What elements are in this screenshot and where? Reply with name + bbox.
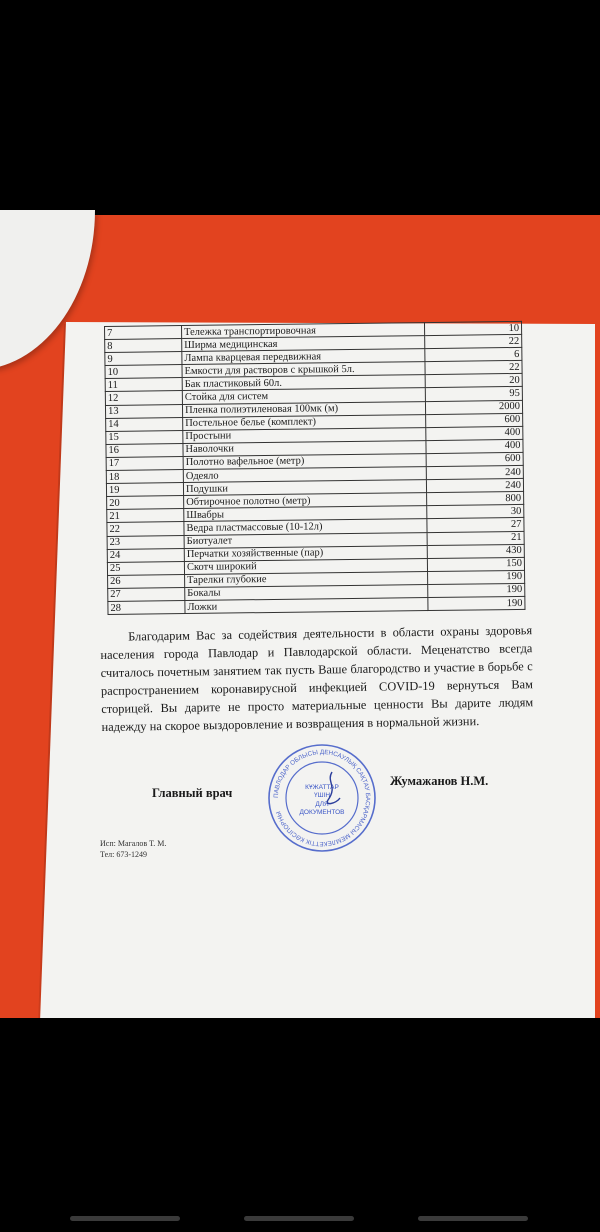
position-title: Главный врач xyxy=(152,786,233,800)
item-quantity: 600 xyxy=(426,452,523,466)
row-number: 23 xyxy=(107,535,184,549)
executor-phone: Тел: 673-1249 xyxy=(100,850,148,859)
item-name: Пленка полиэтиленовая 100мк (м) xyxy=(182,401,425,417)
stamp-ring-text: ПАВЛОДАР ОБЛЫСЫ ДЕНСАУЛЫҚ САҚТАУ БАСҚАРМАСЫ МЕМЛЕКЕТТІК КӘСІПОРНЫ xyxy=(272,748,372,848)
row-number: 12 xyxy=(105,391,182,405)
row-number: 18 xyxy=(106,470,183,484)
story-progress-segment xyxy=(70,1216,180,1221)
item-name: Постельное белье (комплект) xyxy=(183,414,426,430)
row-number: 26 xyxy=(108,574,185,588)
item-quantity: 400 xyxy=(426,439,523,453)
item-name: Тарелки глубокие xyxy=(185,571,428,587)
row-number: 7 xyxy=(105,326,182,340)
item-quantity: 20 xyxy=(425,374,522,388)
item-name: Подушки xyxy=(183,480,426,496)
item-quantity: 22 xyxy=(425,334,522,348)
item-name: Биотуалет xyxy=(184,532,427,548)
row-number: 22 xyxy=(107,522,184,536)
story-progress-segment xyxy=(244,1216,354,1221)
item-quantity: 30 xyxy=(427,505,524,519)
item-name: Ложки xyxy=(185,598,428,614)
item-name: Простыни xyxy=(183,427,426,443)
row-number: 19 xyxy=(106,483,183,497)
row-number: 17 xyxy=(106,456,183,470)
item-name: Наволочки xyxy=(183,440,426,456)
row-number: 28 xyxy=(108,601,185,615)
items-table-wrapper xyxy=(104,321,528,615)
top-black-area xyxy=(0,0,600,215)
doctor-name: Жумажанов Н.М. xyxy=(390,774,489,788)
executor-name: Исп: Магалов Т. М. xyxy=(100,839,167,848)
item-quantity: 6 xyxy=(425,348,522,362)
official-stamp xyxy=(266,742,378,854)
item-quantity: 21 xyxy=(427,531,524,545)
stamp-center-line2: ҮШІН xyxy=(313,792,331,799)
stamp-center-line3: ДЛЯ xyxy=(315,801,329,808)
item-name: Ведра пластмассовые (10-12л) xyxy=(184,519,427,535)
row-number: 21 xyxy=(107,509,184,523)
row-number: 25 xyxy=(107,561,184,575)
row-number: 16 xyxy=(106,443,183,457)
item-name: Стойка для систем xyxy=(182,388,425,404)
item-name: Полотно вафельное (метр) xyxy=(183,454,426,470)
item-quantity: 27 xyxy=(427,518,524,532)
items-table-body xyxy=(105,321,525,614)
row-number: 8 xyxy=(105,339,182,353)
item-quantity: 240 xyxy=(426,479,523,493)
item-quantity: 600 xyxy=(426,413,523,427)
row-number: 13 xyxy=(105,404,182,418)
items-table xyxy=(104,321,526,615)
item-quantity: 400 xyxy=(426,426,523,440)
row-number: 24 xyxy=(107,548,184,562)
stamp-center-line1: КҰЖАТТАР xyxy=(305,784,339,791)
row-number: 9 xyxy=(105,352,182,366)
item-quantity: 2000 xyxy=(425,400,522,414)
item-quantity: 430 xyxy=(427,544,524,558)
bottom-black-area xyxy=(0,1018,600,1232)
item-name: Тележка транспортировочная xyxy=(182,323,425,339)
item-quantity: 190 xyxy=(428,583,525,597)
story-progress-segment xyxy=(418,1216,528,1221)
item-quantity: 240 xyxy=(426,465,523,479)
item-quantity: 190 xyxy=(428,596,525,610)
item-name: Скотч широкий xyxy=(184,558,427,574)
item-name: Емкости для растворов с крышкой 5л. xyxy=(182,362,425,378)
item-quantity: 800 xyxy=(427,492,524,506)
row-number: 27 xyxy=(108,587,185,601)
item-name: Бокалы xyxy=(185,584,428,600)
item-name: Обтирочное полотно (метр) xyxy=(184,493,427,509)
row-number: 20 xyxy=(107,496,184,510)
item-quantity: 150 xyxy=(427,557,524,571)
item-quantity: 95 xyxy=(425,387,522,401)
item-name: Перчатки хозяйственные (пар) xyxy=(184,545,427,561)
item-name: Швабры xyxy=(184,506,427,522)
item-quantity: 190 xyxy=(428,570,525,584)
item-quantity: 10 xyxy=(424,321,521,335)
letter-paragraph: Благодарим Вас за содействия деятельности в области охраны здоровья населения города Павлодар и Павлодарской области. Меценатство всегда считалось почетным занятием так пусть Ваше благородство и участие в борьбе с распространением коронавирусной инфекцией COVID-19 вернуться Вам сторицей. Вы дарите не просто материальные ценности Вы дарите людям надежду на скорое выздоровление и возвращения в нормальной жизни. xyxy=(100,623,534,734)
row-number: 11 xyxy=(105,378,182,392)
row-number: 14 xyxy=(106,417,183,431)
item-name: Ширма медицинская xyxy=(182,336,425,352)
item-name: Бак пластиковый 60л. xyxy=(182,375,425,391)
row-number: 10 xyxy=(105,365,182,379)
stamp-center-line4: ДОКУМЕНТОВ xyxy=(299,809,345,816)
item-quantity: 22 xyxy=(425,361,522,375)
executor-info xyxy=(100,838,166,860)
item-name: Лампа кварцевая передвижная xyxy=(182,349,425,365)
row-number: 15 xyxy=(106,430,183,444)
item-name: Одеяло xyxy=(183,467,426,483)
